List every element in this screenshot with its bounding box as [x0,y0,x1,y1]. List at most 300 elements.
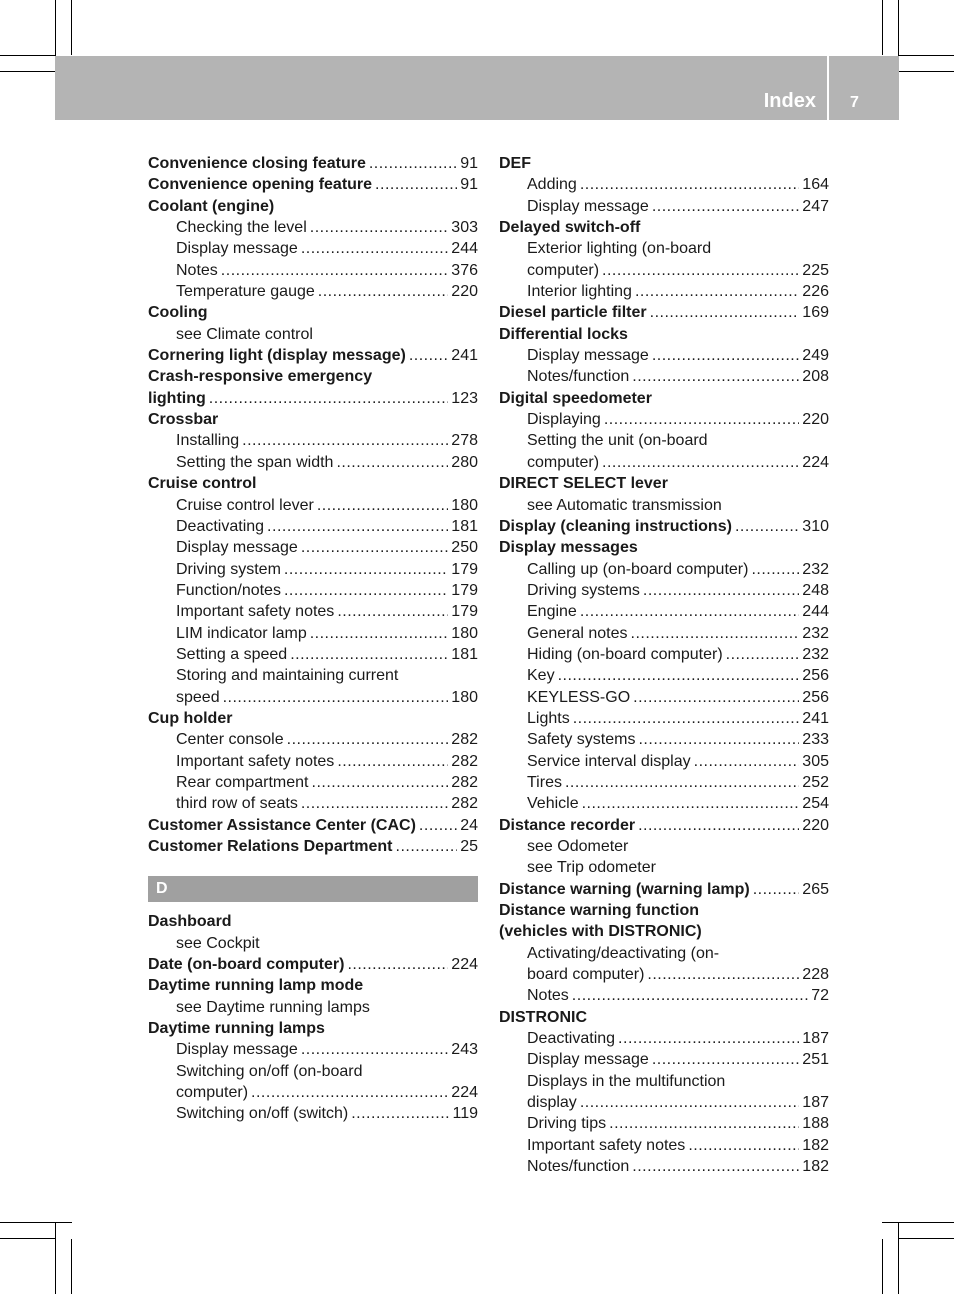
entry-label: Hiding (on-board computer) [527,645,723,663]
index-entry [148,217,478,238]
index-entry [148,729,478,750]
entry-page: 180 [451,624,478,642]
index-entry [499,409,829,430]
dot-leader [652,345,799,366]
entry-page: 310 [802,517,829,535]
index-entry [499,1113,829,1134]
entry-label: display [527,1094,577,1112]
entry-label: Driving system [176,560,281,578]
entry-label: speed [176,688,220,706]
entry-label: KEYLESS-GO [527,688,631,706]
entry-page: 169 [802,304,829,322]
entry-label: see Automatic transmission [527,496,722,514]
index-entry [499,537,829,558]
index-entry [499,900,829,921]
crop-mark [71,1239,72,1294]
entry-label: Display (cleaning instructions) [499,517,732,535]
entry-page: 24 [460,816,478,834]
entry-label: Notes/function [527,1158,630,1176]
entry-label: lighting [148,389,206,407]
dot-leader [336,452,448,473]
entry-label: Convenience opening feature [148,176,373,194]
header-divider [827,56,829,120]
entry-label: Rear compartment [176,773,309,791]
index-entry [148,665,478,686]
dot-leader [602,260,799,281]
entry-page: 123 [451,389,478,407]
entry-page: 256 [802,667,829,685]
index-entry [499,964,829,985]
entry-page: 220 [802,816,829,834]
index-entry [499,665,829,686]
index-entry [499,580,829,601]
entry-label: Switching on/off (on-board [176,1062,363,1080]
index-entry [499,473,829,494]
dot-leader [580,1092,799,1113]
index-entry [148,772,478,793]
dot-leader [632,1156,799,1177]
entry-label: see Daytime running lamps [176,998,370,1016]
entry-label: Adding [527,176,577,194]
entry-label: Display messages [499,539,638,557]
dot-leader [223,687,449,708]
index-entry [499,943,829,964]
crop-mark [898,1222,899,1294]
entry-label: LIM indicator lamp [176,624,307,642]
index-entry [148,815,478,836]
entry-label: Customer Relations Department [148,838,393,855]
index-entry [148,153,478,174]
dot-leader [290,644,448,665]
dot-leader [753,879,800,900]
entry-label: Calling up (on-board computer) [527,560,749,578]
index-entry [148,495,478,516]
index-entry [148,997,478,1018]
index-entry [148,687,478,708]
index-entry [499,921,829,942]
entry-label: third row of seats [176,795,298,813]
index-entry [499,366,829,387]
entry-label: Key [527,667,555,685]
index-entry [148,1061,478,1082]
entry-label: Temperature gauge [176,283,315,301]
entry-label: Cup holder [148,709,233,727]
entry-label: computer) [527,261,600,279]
dot-leader [638,815,799,836]
index-entry [148,366,478,387]
index-entry [148,601,478,622]
entry-label: Dashboard [148,913,232,931]
entry-label: Notes [527,987,569,1005]
entry-page: 182 [802,1158,829,1176]
entry-label: Vehicle [527,795,579,813]
index-entry [499,729,829,750]
entry-label: Cruise control lever [176,496,314,514]
dot-leader [318,281,449,302]
crop-mark [0,1222,72,1223]
index-entry [148,452,478,473]
entry-label: Convenience closing feature [148,155,366,172]
entry-page: 248 [802,581,829,599]
dot-leader [409,345,448,366]
index-entry [499,644,829,665]
entry-label: Displays in the multifunction [527,1072,726,1090]
index-entry [499,260,829,281]
entry-label: Daytime running lamp mode [148,977,364,995]
index-entry [499,793,829,814]
index-entry [148,793,478,814]
dot-leader [652,196,799,217]
index-entry [499,281,829,302]
entry-page: 282 [451,773,478,791]
dot-leader [735,516,799,537]
dot-leader [726,644,800,665]
entry-page: 244 [802,603,829,621]
entry-label: Distance warning (warning lamp) [499,880,750,898]
index-entry [148,302,478,323]
dot-leader [337,601,448,622]
entry-label: Display message [176,240,298,258]
entry-label: Digital speedometer [499,389,652,407]
entry-page: 244 [451,240,478,258]
index-entry [148,409,478,430]
dot-leader [347,954,448,975]
entry-page: 282 [451,731,478,749]
index-entry [499,687,829,708]
index-entry [499,196,829,217]
entry-page: 228 [802,966,829,984]
dot-leader [419,815,457,836]
index-entry [499,985,829,1006]
entry-page: 179 [451,560,478,578]
entry-label: Coolant (engine) [148,197,275,215]
dot-leader [396,836,458,857]
entry-page: 180 [451,496,478,514]
section-header-d [148,876,478,902]
entry-page: 243 [451,1041,478,1059]
dot-leader [688,1135,799,1156]
index-entry [148,975,478,996]
entry-label: Storing and maintaining current [176,667,399,685]
entry-page: 224 [802,453,829,471]
entry-label: Service interval display [527,752,691,770]
index-entry [499,559,829,580]
entry-page: 376 [451,261,478,279]
crop-mark [0,1238,55,1239]
index-entry [499,879,829,900]
dot-leader [312,772,449,793]
index-list-c [148,153,478,857]
entry-label: Display message [527,1051,649,1069]
entry-label: Cruise control [148,475,257,493]
dot-leader [369,153,457,174]
entry-page: 241 [451,347,478,365]
entry-page: 180 [451,688,478,706]
index-entry [148,345,478,366]
index-entry [499,857,829,878]
entry-label: Exterior lighting (on-board [527,240,712,258]
index-entry [499,1028,829,1049]
dot-leader [267,516,448,537]
crop-mark [899,1238,954,1239]
entry-label: Date (on-board computer) [148,956,345,974]
index-list-d-continued [499,153,829,1178]
entry-label: see Trip odometer [527,859,656,877]
index-entry [148,1082,478,1103]
dot-leader [310,623,449,644]
entry-label: Display message [527,197,649,215]
index-entry [148,933,478,954]
index-entry [499,815,829,836]
index-entry [499,601,829,622]
index-entry [148,751,478,772]
index-entry [148,174,478,195]
dot-leader [643,580,799,601]
dot-leader [572,985,808,1006]
entry-label: Crossbar [148,411,219,429]
entry-page: 305 [802,752,829,770]
entry-label: Checking the level [176,219,307,237]
index-entry [148,260,478,281]
entry-page: 250 [451,539,478,557]
index-entry [499,324,829,345]
entry-label: Customer Assistance Center (CAC) [148,816,416,834]
entry-label: Setting a speed [176,645,288,663]
dot-leader [337,751,448,772]
dot-leader [652,1049,799,1070]
entry-page: 232 [802,645,829,663]
entry-label: Distance recorder [499,816,636,834]
index-entry [499,1071,829,1092]
dot-leader [638,729,799,750]
entry-label: Cornering light (display message) [148,347,406,365]
dot-leader [650,302,800,323]
entry-label: (vehicles with DISTRONIC) [499,923,702,941]
dot-leader [209,388,449,409]
index-entry [499,708,829,729]
index-entry [499,751,829,772]
index-entry [148,623,478,644]
entry-label: Setting the unit (on-board [527,432,708,450]
entry-page: 187 [802,1030,829,1048]
entry-page: 233 [802,731,829,749]
index-entry [148,1018,478,1039]
entry-page: 119 [452,1105,478,1123]
entry-label: Important safety notes [176,603,335,621]
index-entry [499,623,829,644]
entry-label: Crash-responsive emergency [148,368,373,386]
dot-leader [609,1113,799,1134]
index-entry [499,153,829,174]
entry-page: 232 [802,560,829,578]
entry-label: Display message [176,539,298,557]
entry-label: Center console [176,731,284,749]
entry-label: Differential locks [499,325,628,343]
index-entry [499,1049,829,1070]
entry-label: Interior lighting [527,283,632,301]
entry-label: Function/notes [176,581,281,599]
index-entry [148,430,478,451]
dot-leader [284,580,448,601]
entry-page: 220 [451,283,478,301]
entry-page: 282 [451,795,478,813]
dot-leader [573,708,800,729]
dot-leader [618,1028,799,1049]
index-column-left [148,153,478,1125]
dot-leader [558,665,800,686]
entry-page: 179 [451,603,478,621]
entry-label: Driving tips [527,1115,607,1133]
entry-label: computer) [527,453,600,471]
entry-page: 249 [802,347,829,365]
entry-label: board computer) [527,966,645,984]
entry-page: 303 [451,219,478,237]
index-entry [148,559,478,580]
entry-page: 91 [460,176,478,194]
entry-page: 188 [802,1115,829,1133]
dot-leader [301,238,448,259]
index-column-right [499,153,829,1178]
index-entry [499,430,829,451]
dot-leader [631,623,800,644]
entry-page: 247 [802,197,829,215]
index-entry [148,516,478,537]
entry-label: DIRECT SELECT lever [499,475,668,493]
entry-label: Distance warning function [499,902,700,920]
entry-label: see Odometer [527,838,629,855]
crop-mark [55,1222,56,1294]
entry-page: 282 [451,752,478,770]
dot-leader [351,1103,449,1124]
index-entry [148,580,478,601]
dot-leader [287,729,449,750]
dot-leader [301,537,448,558]
dot-leader [242,430,448,451]
entry-label: Driving systems [527,581,640,599]
index-entry [148,238,478,259]
dot-leader [647,964,799,985]
entry-label: Diesel particle filter [499,304,647,322]
entry-page: 187 [802,1094,829,1112]
index-entry [499,1135,829,1156]
dot-leader [635,281,799,302]
crop-mark [882,1239,883,1294]
entry-page: 164 [802,176,829,194]
crop-mark [899,55,954,56]
dot-leader [301,1039,448,1060]
dot-leader [580,174,799,195]
entry-label: Display message [527,347,649,365]
index-entry [499,1007,829,1028]
dot-leader [284,559,448,580]
entry-page: 280 [451,453,478,471]
index-entry [148,708,478,729]
entry-label: Lights [527,709,570,727]
index-entry [499,238,829,259]
index-entry [499,516,829,537]
section-letter: D [156,880,168,898]
entry-label: Tires [527,773,562,791]
dot-leader [694,751,800,772]
entry-label: Setting the span width [176,453,334,471]
entry-label: Safety systems [527,731,636,749]
page-title: Index [763,90,816,112]
dot-leader [604,409,799,430]
dot-leader [221,260,449,281]
crop-mark [71,0,72,55]
crop-mark [882,0,883,55]
entry-page: 251 [802,1051,829,1069]
entry-label: Deactivating [527,1030,616,1048]
entry-label: DISTRONIC [499,1008,587,1026]
index-entry [148,836,478,857]
entry-page: 220 [802,411,829,429]
index-entry [148,473,478,494]
entry-page: 181 [451,645,478,663]
dot-leader [565,772,799,793]
entry-page: 91 [460,155,478,172]
index-entry [499,217,829,238]
entry-page: 241 [802,709,829,727]
entry-label: DEF [499,155,531,172]
entry-label: Engine [527,603,577,621]
entry-label: Important safety notes [176,752,335,770]
dot-leader [633,687,799,708]
entry-label: Daytime running lamps [148,1020,325,1038]
entry-label: General notes [527,624,628,642]
dot-leader [632,366,799,387]
dot-leader [375,174,457,195]
entry-label: computer) [176,1084,249,1102]
index-entry [499,1156,829,1177]
entry-label: Activating/deactivating (on- [527,944,720,962]
entry-page: 224 [451,1084,478,1102]
entry-page: 72 [811,987,829,1005]
index-entry [499,452,829,473]
index-entry [499,772,829,793]
entry-page: 226 [802,283,829,301]
entry-page: 265 [802,880,829,898]
index-entry [499,174,829,195]
index-entry [499,1092,829,1113]
index-entry [148,1103,478,1124]
entry-label: see Climate control [176,325,313,343]
dot-leader [580,601,799,622]
entry-label: Notes [176,261,218,279]
dot-leader [582,793,800,814]
dot-leader [317,495,448,516]
entry-label: Display message [176,1041,298,1059]
entry-label: Deactivating [176,517,265,535]
entry-page: 254 [802,795,829,813]
entry-label: Notes/function [527,368,630,386]
dot-leader [602,452,799,473]
entry-label: Displaying [527,411,601,429]
entry-label: see Cockpit [176,934,260,952]
index-entry [148,196,478,217]
index-entry [499,495,829,516]
entry-label: Delayed switch-off [499,219,641,237]
crop-mark [882,1222,954,1223]
dot-leader [310,217,449,238]
entry-page: 232 [802,624,829,642]
index-entry [499,388,829,409]
index-entry [148,1039,478,1060]
entry-page: 208 [802,368,829,386]
index-entry [148,954,478,975]
entry-page: 181 [451,517,478,535]
dot-leader [301,793,448,814]
